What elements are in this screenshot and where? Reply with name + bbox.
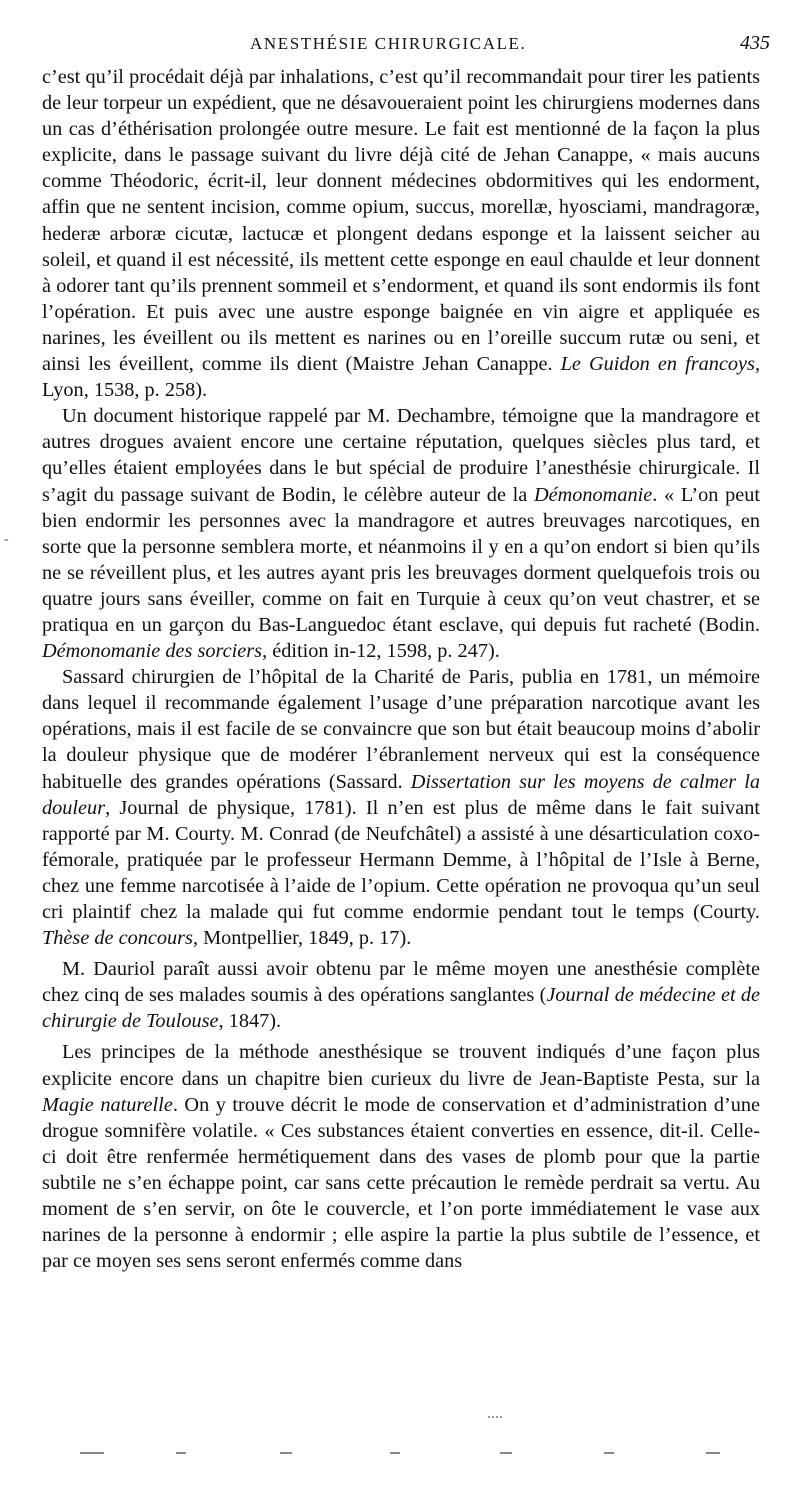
text-run: , Journal de physique, 1781). Il n’en est plus de même dans le fait suivant rapporté par M. Courty. M. Conrad (de Neufchâtel) a assisté à une désarticulation coxo-fémorale, pratiquée par le professeur Hermann Demme, à l’hôpital de l’Isle à Berne, chez une femme narcotisée à l’aide de l’opium. Cette opération ne provoqua qu’un seul cri plaintif chez la malade qui fut comme endormie pendant tout le temps (Courty. [42, 796, 760, 923]
text-run: Un document historique rappelé par M. Dechambre, témoigne que la mandragore et autres drogues avaient encore une certaine réputation, quelques siècles plus tard, et qu’elles étaient employées dans le but spécial de produire l’anesthésie chirurgicale. Il s’agit du passage suivant de Bodin, le célèbre auteur de la [42, 405, 760, 506]
margin-mark: - [4, 532, 9, 547]
text-run: c’est qu’il procédait déjà par inhalations, c’est qu’il recommandait pour tirer les patients de leur torpeur un expédient, que ne désavoueraient point les chirurgiens modernes dans un cas d’éthérisation prolongée outre mesure. Le fait est mentionné de la façon la plus explicite, dans le passage suivant du livre déjà cité de Jehan Canappe, « mais aucuns comme Théodoric, écrit-il, leur donnent médecines obdormitives qui les endorment, affin que ne sentent incision, comme opium, succus, morellæ, hyosciami, mandragoræ, hederæ arboræ cicutæ, lactucæ et plongent dedans esponge et la laissent seicher au soleil, et quand il est nécessité, ils mettent cette esponge en eaul chaulde et leur donnent à odorer tant qu’ils prennent sommeil et s’endorment, et quand ils sont endormis ils font l’opération. Et puis avec une austre esponge baignée en vin aigre et appliquée es narines, les éveillent ou ils mettent es narines ou en l’oreille succum rutæ ou seni, et ainsi les éveillent, comme ils dient (Maistre Jehan Canappe. [42, 66, 760, 376]
text-run: , Lyon, 1538, p. 258). [42, 353, 761, 402]
running-head [60, 30, 770, 58]
noise-dash [280, 1452, 292, 1454]
noise-dash [604, 1452, 614, 1454]
text-run: Sassard chirurgien de l’hôpital de la Charité de Paris, publia en 1781, un mémoire dans lequel il recommande également l’usage d’une préparation narcotique avant les opérations, mais il est facile de se convaincre que son but était beaucoup moins d’abolir la douleur physique que de modérer l’ébranlement nerveux qui est la conséquence habituelle des grandes opérations (Sassard. [42, 666, 760, 793]
paragraph-canappe [42, 64, 760, 403]
paragraph-bodin [42, 403, 760, 664]
page-number: 435 [740, 32, 770, 54]
running-title: ANESTHÉSIE CHIRURGICALE. [250, 34, 527, 53]
text-run: . On y trouve décrit le mode de conservation et d’administration d’une drogue somnifère volatile. « Ces substances étaient converties en essence, dit-il. Celle-ci doit être renfermée hermétiquement dans des vases de plomb pour que la partie subtile ne s’en échappe point, car sans cette précaution le remède perdrait sa vertu. Au moment de s’en servir, on ôte le couvercle, et l’on porte immédiatement le vase aux narines de la personne à endormir ; elle aspire la partie la plus subtile de l’essence, et par ce moyen ses sens seront enfermés comme dans [42, 1093, 760, 1273]
noise-dash [500, 1452, 512, 1454]
text-run: Les principes de la méthode anesthésique se trouvent indiqués d’une façon plus explicite encore dans un chapitre bien curieux du livre de Jean-Baptiste Pesta, sur la [42, 1041, 760, 1090]
noise-dash [390, 1452, 400, 1454]
paragraph-dauriol [42, 956, 760, 1034]
title-guidon: Le Guidon en francoys [560, 353, 755, 376]
title-demonomanie-sorciers: Démonomanie des sorciers [42, 640, 263, 663]
title-these: Thèse de concours [42, 927, 193, 950]
noise-dash [80, 1452, 104, 1454]
text-run: . « L’on peut bien endormir les personnes avec la mandragore et autres breuvages narcotiques, en sorte que la personne semblera morte, et néanmoins il y en a qu’on endort si bien qu’ils ne se réveillent plus, et les autres ayant pris les breuvages dorment quelquefois trois ou quatre jours sans éveiller, comme on fait en Turquie à ceux qu’on veut chastrer, et se pratiqua en un garçon du Bas-Languedoc étant esclave, qui depuis fut racheté (Bodin. [42, 483, 760, 636]
text-run: , Montpellier, 1849, p. 17). [192, 927, 412, 950]
paragraph-sassard [42, 664, 760, 951]
text-run: M. Dauriol paraît aussi avoir obtenu par le même moyen une anesthésie complète chez cinq de ses malades soumis à des opérations sanglantes ( [42, 958, 760, 1007]
title-demonomanie: Démonomanie [533, 483, 653, 506]
title-journal-toulouse: Journal de médecine et de chirurgie de Toulouse [42, 984, 760, 1033]
title-dissertation: Dissertation sur les moyens de calmer la douleur [42, 770, 760, 819]
text-run: , édition in-12, 1598, p. 247). [262, 640, 500, 663]
text-run: , 1847). [218, 1010, 282, 1033]
title-magie-naturelle: Magie naturelle [42, 1093, 173, 1116]
scan-noise [80, 1452, 720, 1458]
noise-dash [176, 1452, 186, 1454]
paragraph-pesta [42, 1039, 760, 1274]
noise-dash [706, 1452, 720, 1454]
body-text [42, 64, 760, 1274]
print-speck [488, 1416, 502, 1421]
